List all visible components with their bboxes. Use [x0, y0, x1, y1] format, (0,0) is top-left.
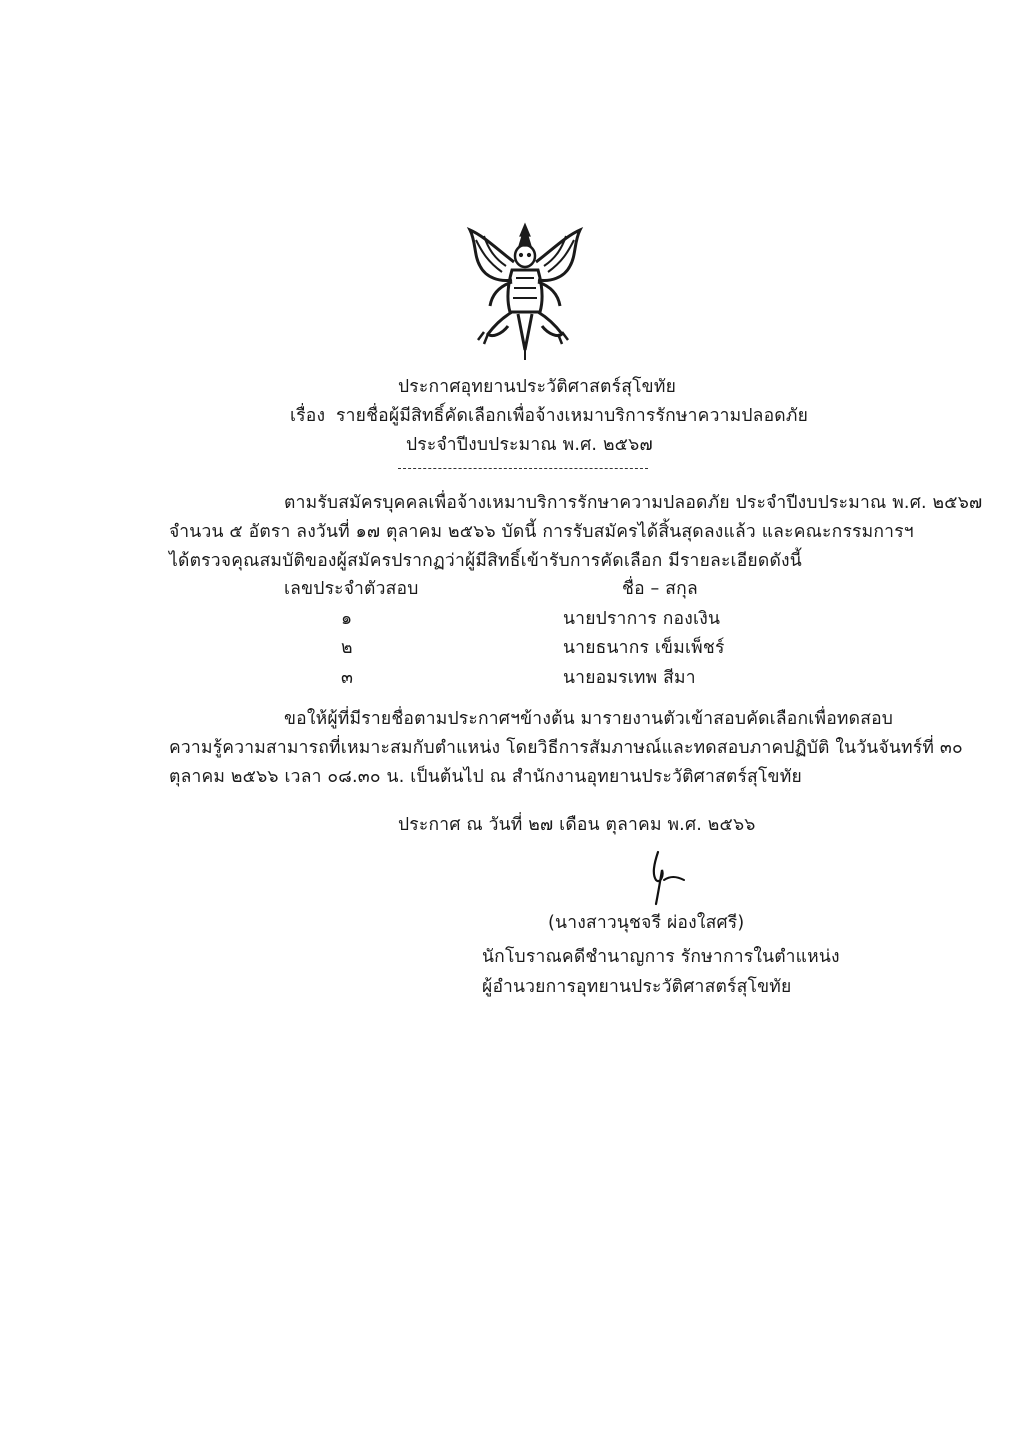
exam-id: ๒ — [341, 638, 353, 658]
handwritten-signature-icon — [640, 846, 700, 906]
signatory-name: (นางสาวนุชจรี ผ่องใสศรี) — [548, 913, 745, 933]
para2-line3: ตุลาคม ๒๕๖๖ เวลา ๐๘.๓๐ น. เป็นต้นไป ณ สำนักงานอุทยานประวัติศาสตร์สุโขทัย — [169, 767, 802, 787]
separator-line — [398, 468, 648, 469]
para1-line2: จำนวน ๕ อัตรา ลงวันที่ ๑๗ ตุลาคม ๒๕๖๖ บัดนี้ การรับสมัครได้สิ้นสุดลงแล้ว และคณะกรรมการฯ — [169, 522, 914, 542]
para2-line1: ขอให้ผู้ที่มีรายชื่อตามประกาศฯข้างต้น มารายงานตัวเข้าสอบคัดเลือกเพื่อทดสอบ — [284, 709, 894, 729]
candidate-name: นายอมรเทพ สีมา — [563, 668, 696, 688]
table-header-id: เลขประจำตัวสอบ — [284, 579, 419, 599]
garuda-emblem-icon — [462, 222, 588, 362]
candidate-name: นายธนากร เข็มเพ็ชร์ — [563, 638, 725, 658]
exam-id: ๑ — [341, 609, 353, 629]
subject-line2: ประจำปีงบประมาณ พ.ศ. ๒๕๖๗ — [406, 435, 653, 455]
table-header-name: ชื่อ – สกุล — [622, 579, 698, 599]
announcement-title: ประกาศอุทยานประวัติศาสตร์สุโขทัย — [398, 377, 677, 397]
para2-line2: ความรู้ความสามารถที่เหมาะสมกับตำแหน่ง โดยวิธีการสัมภาษณ์และทดสอบภาคปฏิบัติ ในวันจันทร์ที่ ๓๐ — [169, 738, 963, 758]
candidate-name: นายปราการ กองเงิน — [563, 609, 721, 629]
para1-line1: ตามรับสมัครบุคคลเพื่อจ้างเหมาบริการรักษาความปลอดภัย ประจำปีงบประมาณ พ.ศ. ๒๕๖๗ — [284, 493, 983, 513]
para1-line3: ได้ตรวจคุณสมบัติของผู้สมัครปรากฏว่าผู้มีสิทธิ์เข้ารับการคัดเลือก มีรายละเอียดดังนี้ — [169, 551, 802, 571]
subject-label: เรื่อง — [290, 406, 326, 426]
subject-text: รายชื่อผู้มีสิทธิ์คัดเลือกเพื่อจ้างเหมาบริการรักษาความปลอดภัย — [336, 406, 809, 426]
announcement-date: ประกาศ ณ วันที่ ๒๗ เดือน ตุลาคม พ.ศ. ๒๕๖๖ — [398, 815, 756, 835]
exam-id: ๓ — [341, 668, 354, 688]
signatory-position2: ผู้อำนวยการอุทยานประวัติศาสตร์สุโขทัย — [482, 977, 792, 997]
signatory-position1: นักโบราณคดีชำนาญการ รักษาการในตำแหน่ง — [482, 947, 840, 967]
